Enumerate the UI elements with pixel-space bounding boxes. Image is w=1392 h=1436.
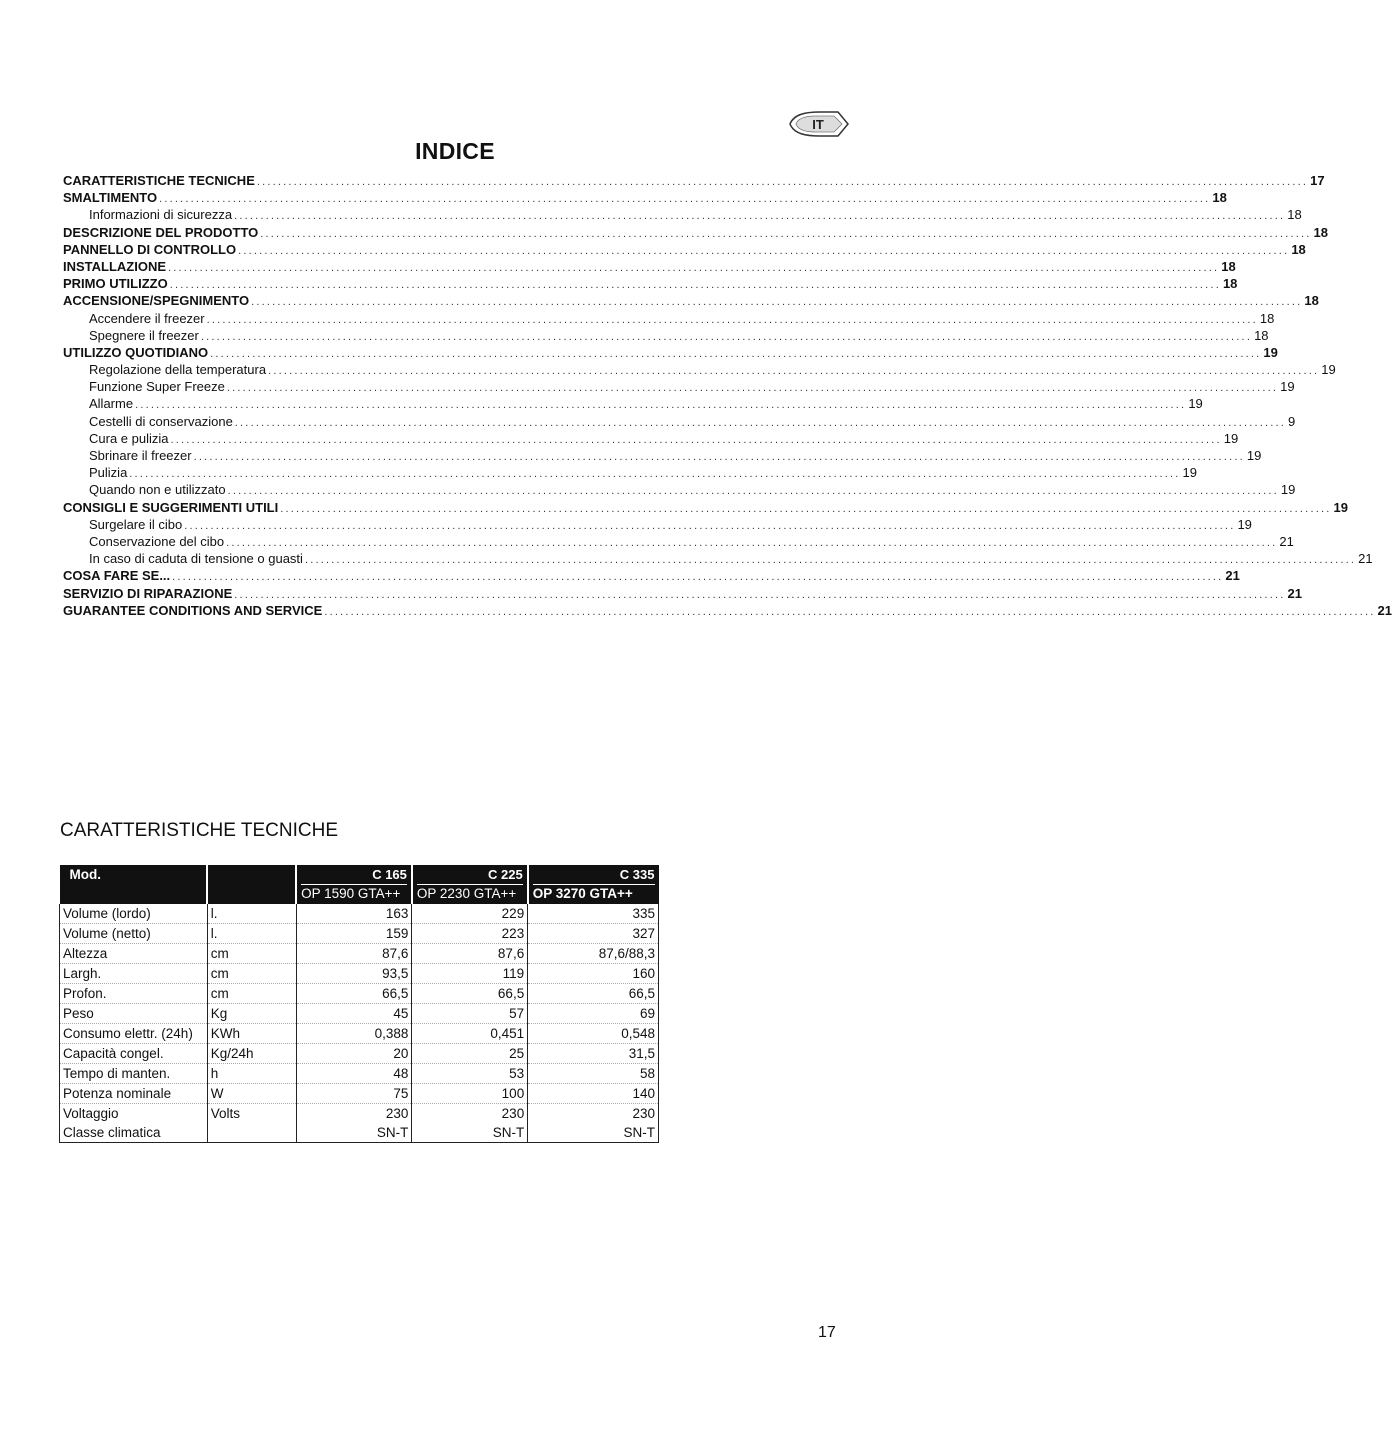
table-row [60,1044,659,1064]
spec-value: 0,548 [528,1024,659,1044]
spec-value-climate-class: SN-T [492,1125,525,1140]
toc-leader-dots: ........................................................................................................................................................................................................ [280,502,1332,515]
toc-entry-title: PRIMO UTILIZZO [63,276,168,292]
table-row [60,984,659,1004]
toc-entry [63,275,1238,292]
toc-entry-page: 19 [1333,499,1348,515]
spec-value: 45 [296,1004,412,1024]
spec-label: Altezza [60,944,208,964]
toc-entry [63,310,1275,327]
toc-entry [63,481,1296,498]
toc-entry-page: 18 [1287,207,1302,223]
table-row [60,1004,659,1024]
toc-leader-dots: ........................................................................................................................................................................................................ [234,588,1286,601]
toc-entry-page: 19 [1237,516,1252,532]
toc-leader-dots: ........................................................................................................................................................................................................ [324,605,1376,618]
toc-entry [63,224,1328,241]
table-of-contents [63,172,1392,619]
spec-value: 87,6 [412,944,528,964]
toc-entry-page: 19 [1280,379,1295,395]
header-model-2 [412,865,528,904]
toc-leader-dots: ........................................................................................................................................................................................................ [200,330,1253,343]
toc-leader-dots: ........................................................................................................................................................................................................ [206,313,1258,326]
spec-value: 66,5 [412,984,528,1004]
toc-leader-dots: ........................................................................................................................................................................................................ [129,468,1181,481]
toc-entry [63,567,1240,584]
toc-entry-title: Cestelli di conservazione [89,413,233,429]
toc-entry [63,189,1227,206]
toc-entry-title: PANNELLO DI CONTROLLO [63,241,237,257]
toc-entry-title: In caso di caduta di tensione o guasti [89,551,303,567]
spec-value: 53 [412,1064,528,1084]
toc-entry [63,172,1325,189]
spec-unit: cm [207,964,296,984]
toc-entry [63,447,1262,464]
toc-entry [63,602,1392,619]
toc-entry-page: 18 [1221,258,1236,274]
model-code: C 335 [619,867,655,882]
toc-entry [63,464,1197,481]
toc-entry [63,361,1336,378]
toc-entry [63,241,1306,258]
spec-value: 119 [412,964,528,984]
spec-value: 0,451 [412,1024,528,1044]
toc-leader-dots: ........................................................................................................................................................................................................ [234,210,1286,223]
spec-value-voltage: 230 [501,1106,525,1121]
model-code: C 165 [372,867,407,882]
toc-entry-page: 18 [1291,241,1306,257]
header-model-3 [528,865,659,904]
toc-entry [63,292,1319,309]
spec-value: 93,5 [296,964,412,984]
header-unit [207,865,296,904]
table-row [60,944,659,964]
toc-entry-page: 21 [1377,602,1392,618]
model-op: OP 1590 GTA++ [301,884,407,903]
toc-entry [63,395,1203,412]
language-badge-icon [786,110,850,138]
spec-unit: W [207,1084,296,1104]
spec-value [528,1104,659,1143]
toc-leader-dots: ........................................................................................................................................................................................................ [251,296,1303,309]
spec-unit: Volts [207,1104,296,1143]
toc-entry-page: 19 [1246,448,1262,463]
header-model-1 [296,865,412,904]
header-mod: Mod. [60,865,208,904]
spec-value: 100 [412,1084,528,1104]
toc-entry-page: 18 [1212,190,1227,206]
toc-entry-page: 21 [1279,533,1294,549]
toc-entry-title: SERVIZIO DI RIPARAZIONE [63,585,233,601]
spec-label: Capacità congel. [60,1044,208,1064]
spec-value: 57 [412,1004,528,1024]
spec-value [412,1104,528,1143]
table-row [60,1024,659,1044]
spec-value: 159 [296,924,412,944]
spec-label: Volume (lordo) [60,904,208,924]
spec-value: 335 [528,904,659,924]
spec-value: 25 [412,1044,528,1064]
toc-entry-title: CARATTERISTICHE TECNICHE [63,173,255,188]
toc-entry-title: Surgelare il cibo [89,516,183,532]
model-op: OP 3270 GTA++ [533,884,655,903]
toc-leader-dots: ........................................................................................................................................................................................................ [268,365,1320,378]
toc-entry [63,533,1294,550]
spec-unit: l. [207,924,296,944]
spec-value: 75 [296,1084,412,1104]
language-badge-label: IT [812,117,824,132]
toc-entry-page: 18 [1304,293,1319,309]
toc-entry-title: Funzione Super Freeze [89,379,225,395]
toc-leader-dots: ........................................................................................................................................................................................................ [193,451,1245,463]
toc-leader-dots: ........................................................................................................................................................................................................ [210,347,1262,360]
toc-entry-title: COSA FARE SE... [63,568,171,584]
toc-entry-page: 19 [1182,465,1197,481]
toc-leader-dots: ........................................................................................................................................................................................................ [169,279,1221,292]
model-op: OP 2230 GTA++ [417,884,523,903]
toc-entry-page: 19 [1280,482,1296,498]
table-row [60,1084,659,1104]
toc-entry [63,550,1373,567]
spec-label: Tempo di manten. [60,1064,208,1084]
spec-label: Potenza nominale [60,1084,208,1104]
toc-leader-dots: ........................................................................................................................................................................................................ [168,261,1220,274]
spec-unit: Kg [207,1004,296,1024]
specs-table [59,865,659,1143]
toc-entry [63,378,1295,395]
spec-value: 327 [528,924,659,944]
toc-leader-dots: ........................................................................................................................................................................................................ [304,554,1357,567]
specs-title: CARATTERISTICHE TECNICHE [60,820,338,841]
spec-label [60,1104,208,1143]
spec-value: 160 [528,964,659,984]
spec-value: 163 [296,904,412,924]
toc-entry-page: 9 [1288,413,1296,429]
spec-label: Volume (netto) [60,924,208,944]
toc-entry-title: Regolazione della temperatura [89,362,267,378]
spec-unit: cm [207,984,296,1004]
toc-leader-dots: ........................................................................................................................................................................................................ [256,176,1309,188]
toc-entry-page: 21 [1287,585,1302,601]
toc-leader-dots: ........................................................................................................................................................................................................ [135,399,1187,412]
toc-entry-page: 18 [1254,327,1269,343]
spec-unit: h [207,1064,296,1084]
toc-entry-title: GUARANTEE CONDITIONS AND SERVICE [63,602,323,618]
toc-entry-title: UTILIZZO QUOTIDIANO [63,344,209,360]
spec-value: 87,6/88,3 [528,944,659,964]
toc-entry-title: Accendere il freezer [89,310,205,326]
toc-entry-title: CONSIGLI E SUGGERIMENTI UTILI [63,499,279,515]
spec-value: 223 [412,924,528,944]
toc-leader-dots: ........................................................................................................................................................................................................ [226,536,1278,549]
toc-entry-page: 18 [1259,310,1275,326]
spec-label: Consumo elettr. (24h) [60,1024,208,1044]
spec-value: 48 [296,1064,412,1084]
spec-value-climate-class: SN-T [376,1125,409,1140]
toc-leader-dots: ........................................................................................................................................................................................................ [170,433,1222,446]
table-row [60,1104,659,1143]
spec-value: 31,5 [528,1044,659,1064]
toc-leader-dots: ........................................................................................................................................................................................................ [234,416,1287,429]
toc-entry [63,430,1239,447]
toc-entry-title: Sbrinare il freezer [89,448,192,463]
toc-entry-title: Pulizia [89,465,128,481]
page-number: 17 [818,1324,836,1341]
spec-label: Peso [60,1004,208,1024]
spec-value: 20 [296,1044,412,1064]
spec-unit: l. [207,904,296,924]
toc-entry [63,206,1302,223]
toc-leader-dots: ........................................................................................................................................................................................................ [226,382,1279,395]
spec-value: 58 [528,1064,659,1084]
toc-entry-page: 18 [1222,276,1238,292]
toc-entry-page: 21 [1225,568,1240,584]
toc-entry-title: Informazioni di sicurezza [89,207,233,223]
spec-unit: Kg/24h [207,1044,296,1064]
toc-entry-page: 19 [1223,430,1239,446]
spec-value-voltage: 230 [385,1106,409,1121]
spec-value: 87,6 [296,944,412,964]
spec-label-climate-class: Classe climatica [63,1125,161,1140]
toc-entry-title: Spegnere il freezer [89,327,199,343]
spec-unit: KWh [207,1024,296,1044]
model-code: C 225 [488,867,523,882]
toc-entry-title: INSTALLAZIONE [63,258,167,274]
spec-value: 66,5 [528,984,659,1004]
toc-entry [63,585,1302,602]
specs-header-row [60,865,659,904]
toc-entry [63,499,1348,516]
spec-value: 140 [528,1084,659,1104]
spec-unit: cm [207,944,296,964]
toc-leader-dots: ........................................................................................................................................................................................................ [184,519,1236,532]
spec-value: 0,388 [296,1024,412,1044]
toc-entry-title: DESCRIZIONE DEL PRODOTTO [63,224,259,240]
spec-value-voltage: 230 [632,1106,655,1121]
toc-leader-dots: ........................................................................................................................................................................................................ [238,244,1290,257]
toc-entry [63,258,1236,275]
toc-leader-dots: ........................................................................................................................................................................................................ [159,193,1211,206]
spec-value: 66,5 [296,984,412,1004]
toc-entry-page: 21 [1358,551,1373,567]
table-row [60,964,659,984]
toc-entry-title: Quando non e utilizzato [89,482,226,498]
toc-entry-page: 19 [1188,396,1203,412]
toc-leader-dots: ........................................................................................................................................................................................................ [172,571,1224,584]
toc-entry [63,327,1269,344]
spec-label: Largh. [60,964,208,984]
table-row [60,924,659,944]
spec-value: 69 [528,1004,659,1024]
table-row [60,904,659,924]
toc-entry-title: ACCENSIONE/SPEGNIMENTO [63,293,250,309]
toc-entry-title: Cura e pulizia [89,430,169,446]
toc-entry [63,344,1278,361]
toc-entry-page: 19 [1263,344,1278,360]
table-row [60,1064,659,1084]
toc-entry-page: 18 [1313,224,1328,240]
index-title: INDICE [415,138,495,164]
spec-label: Profon. [60,984,208,1004]
toc-entry-title: Conservazione del cibo [89,533,225,549]
toc-entry [63,516,1252,533]
spec-value-climate-class: SN-T [623,1125,655,1140]
toc-entry-page: 17 [1310,173,1325,188]
spec-label-voltage: Voltaggio [63,1106,119,1121]
toc-entry-title: Allarme [89,396,134,412]
toc-leader-dots: ........................................................................................................................................................................................................ [227,485,1279,498]
toc-entry-page: 19 [1321,362,1336,378]
toc-leader-dots: ........................................................................................................................................................................................................ [260,227,1312,240]
toc-entry [63,413,1296,430]
spec-value: 229 [412,904,528,924]
spec-value [296,1104,412,1143]
toc-entry-title: SMALTIMENTO [63,190,158,206]
